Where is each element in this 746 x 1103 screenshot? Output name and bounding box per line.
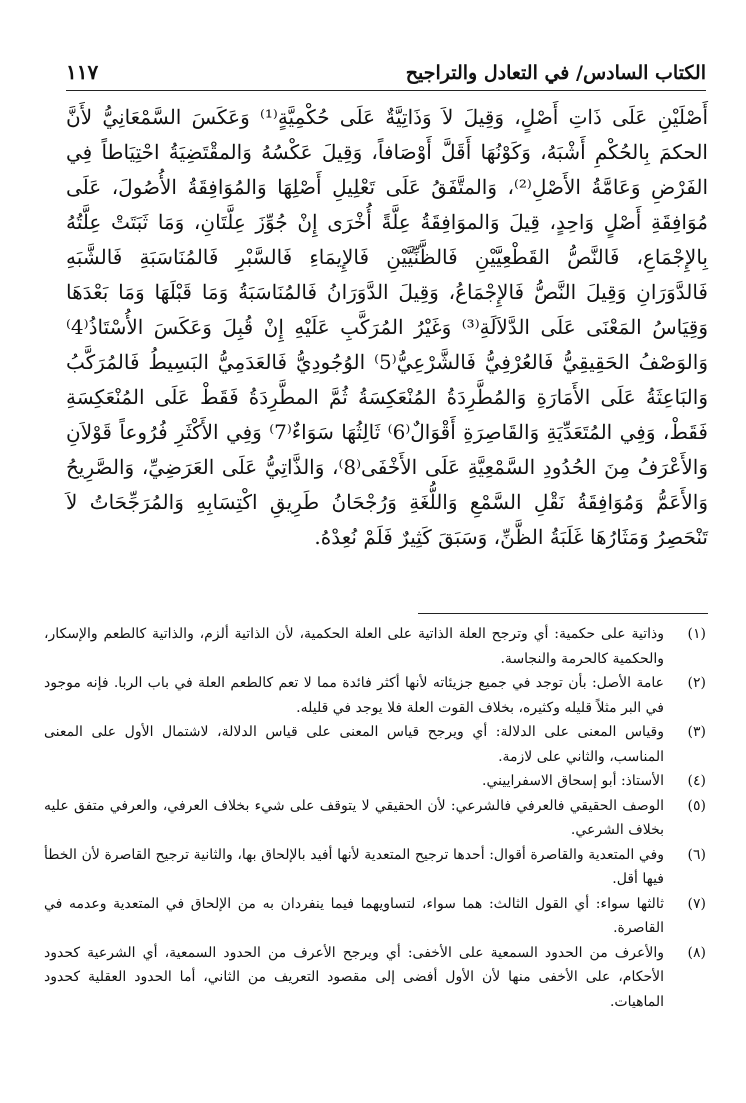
- footnote-number: (٤): [687, 773, 706, 789]
- footnote: [44, 671, 706, 720]
- footnotes: [44, 622, 706, 1014]
- running-header: [66, 50, 706, 91]
- footnote-text: عامة الأصل: بأن توجد في جميع جزيئاته لأنها أكثر فائدة مما لا تعم كالطعم العلة في باب الربا. فإنه موجود في البر مثلاً قليله وكثيره، بخلاف القوت العلة فلا يوجد في قليله.: [44, 675, 664, 716]
- footnote-number: (٣): [687, 724, 706, 740]
- footnote-number: (١): [687, 626, 706, 642]
- footnote-number: (٥): [687, 797, 706, 814]
- footnote: [44, 794, 706, 843]
- footnote-text: وقياس المعنى على الدلالة: أي ويرجح قياس المعنى على قياس الدلالة، لاشتمال الأول على المعنى المناسب، والثاني على لازمة.: [44, 724, 664, 765]
- main-text: أَصْلَيْنِ عَلَى ذَاتِ أَصْلٍ، وَقِيلَ لاَ وَذَاتِيَّةٌ عَلَى حُكْمِيَّةٍ⁽¹⁾ وَعَكَسَ السَّمْعَانِيُّ لأَنَّ الحكمَ بِالحُكْمِ أَشْبَهُ، وَكَوْنُهَا أَقَلَّ أَوْصَافاً، وَقِيلَ عَكْسُهُ وَالمقْتَضِيَةُ احْتِيَاطاً فِي الفَرْضِ وَعَامَّةُ الأَصْلِ⁽²⁾، وَالمتَّفَقُ عَلَى تَعْلِيلِ أَصْلِهَا وَالمُوَافِقَةُ الأُصُولَ، عَلَى مُوَافِقَةِ أَصْلٍ وَاحِدٍ، قِيلَ وَالموَافِقَةُ عِلَّةً أُخْرَى إِنْ جُوِّزَ عِلَّتَانِ، وَمَا ثَبَتَتْ عِلَّتُهُ بِالإِجْمَاعِ، فَالنَّصُّ القَطْعِيَّيْنِ فَالظَّنِّيَّيْنِ فَالإِيمَاءِ فَالسَّبْرِ فَالمُنَاسَبَةِ فَالشَّبَهِ فَالدَّوَرَانِ وَقِيلَ النَّصُّ فَالإِجْمَاعُ، وَقِيلَ الدَّوَرَانُ فَالمُنَاسَبَةُ وَمَا قَبْلَهَا وَمَا بَعْدَهَا وَقِيَاسُ المَعْنَى عَلَى الدَّلاَلَةِ⁽³⁾ وَغَيْرُ المُرَكَّبِ عَلَيْهِ إِنْ قُبِلَ وَعَكَسَ الأُسْتَاذُ⁽4⁾ وَالوَصْفُ الحَقِيقِيُّ فَالعُرْفِيُّ فَالشَّرْعِيُّ⁽5⁾ الوُجُودِيُّ فَالعَدَمِيُّ البَسِيطُ فَالمُرَكَّبُ وَالبَاعِثَةُ عَلَى الأَمَارَةِ وَالمُطَّرِدَةُ المُنْعَكِسَةُ ثُمَّ المطَّرِدَةُ فَقَطْ عَلَى المُنْعَكِسَةِ فَقَطْ، وَفِي المُتَعَدِّيَةِ وَالقَاصِرَةِ أَقْوَالٌ⁽6⁾ ثَالِثُهَا سَوَاءٌ⁽7⁾ وَفِي الأَكْثَرِ فُرُوعاً قَوْلاَنِ وَالأَعْرَفُ مِنَ الحُدُودِ السَّمْعِيَّةِ عَلَى الأَخْفَى⁽8⁾، وَالذَّاتِيُّ عَلَى العَرَضِيِّ، وَالصَّرِيحُ وَالأَعَمُّ وَمُوَافِقَةُ نَقْلِ السَّمْعِ وَاللُّغَةِ وَرُجْحَانُ طَرِيقِ اكْتِسَابِهِ وَالمُرَجِّحَاتُ لاَ تَنْحَصِرُ وَمَثَارُهَا غَلَبَةُ الظَّنِّ، وَسَبَقَ كَثِيرٌ فَلَمْ نُعِدْهُ.: [66, 105, 708, 549]
- footnote: [44, 892, 706, 941]
- footnote-number: (٨): [687, 944, 706, 961]
- footnote-text: ثالثها سواء: أي القول الثالث: هما سواء، لتساويهما فيما ينفردان به من الإلحاق في المتعدية وعدمه في القاصرة.: [44, 895, 664, 936]
- footnote-text: الوصف الحقيقي فالعرفي فالشرعي: لأن الحقيقي لا يتوقف على شيء بخلاف العرفي، والعرفي متفق عليه بخلاف الشرعي.: [44, 797, 664, 838]
- footnote: [44, 941, 706, 1015]
- chapter-title: الكتاب السادس/ في التعادل والتراجيح: [405, 62, 706, 84]
- footnote-text: وذاتية على حكمية: أي وترجح العلة الذاتية على العلة الحكمية، لأن الذاتية ألزم، والذاتية كالطعم والإسكار، والحكمية كالحرمة والنجاسة.: [44, 626, 664, 667]
- footnote-text: وفي المتعدية والقاصرة أقوال: أحدها ترجيح المتعدية لأنها أفيد بالإلحاق بها، والثانية ترجيح القاصرة لأن الخطأ فيها أقل.: [44, 846, 664, 887]
- footnote: [44, 720, 706, 769]
- footnote-separator: [418, 613, 708, 614]
- page-number: ١١٧: [66, 60, 99, 84]
- footnote: [44, 622, 706, 671]
- footnote-number: (٢): [687, 675, 706, 691]
- footnote: [44, 843, 706, 892]
- footnote: [44, 769, 706, 794]
- footnote-text: والأعرف من الحدود السمعية على الأخفى: أي ويرجح الأعرف من الحدود السمعية، أي الشرعية كحدود الأحكام، على الأخفى منها لأن الأول أفضى إلى مقصود التعريف من الثاني، أما الحدود العقلية كحدود الماهيات.: [44, 944, 664, 1010]
- footnote-number: (٧): [687, 895, 706, 912]
- footnote-number: (٦): [687, 846, 706, 863]
- footnote-text: الأستاذ: أبو إسحاق الاسفراييني.: [482, 773, 664, 789]
